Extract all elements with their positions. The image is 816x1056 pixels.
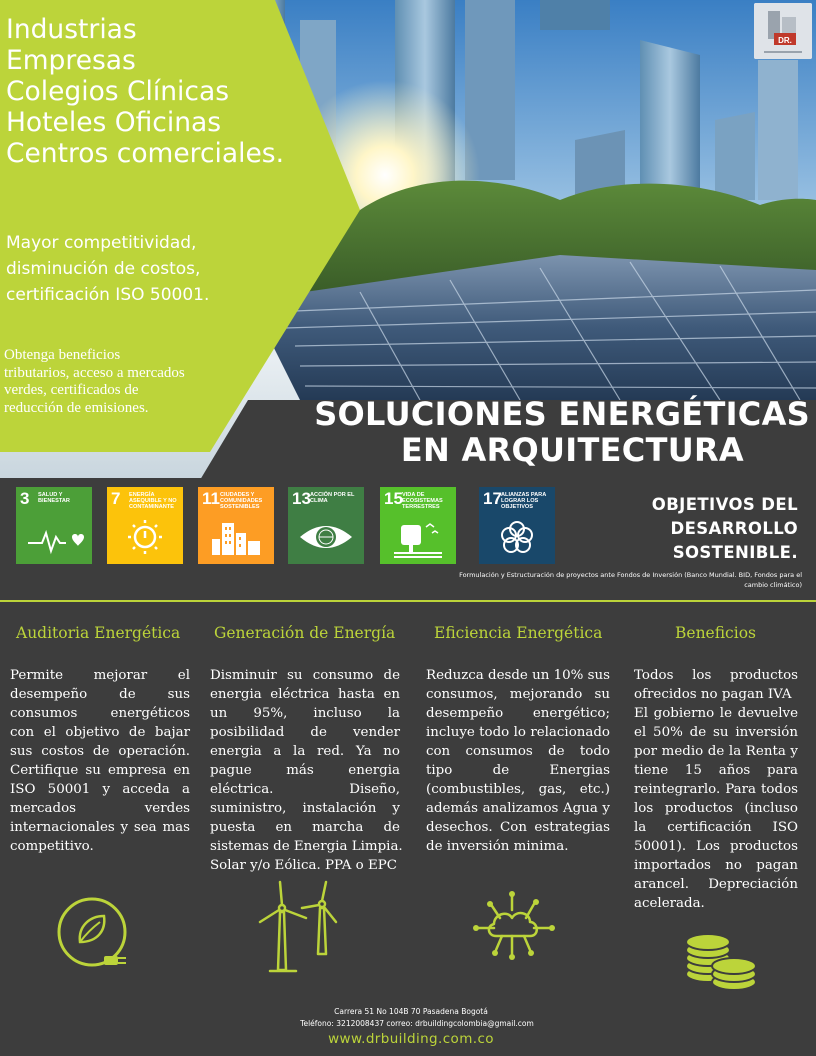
text-line: desechos. Con estrategias [426,820,610,835]
sector-line: Hoteles Oficinas [6,107,222,138]
text-line: Permite mejorar el [10,668,190,683]
sdg-label: ENERGÍA ASEQUIBLE Y NO CONTAMINANTE [129,492,177,511]
sector-line: Centros comerciales. [6,138,285,169]
sdg-goal-15 [380,487,456,564]
main-title [0,396,816,468]
benefit-line: certificación ISO 50001. [6,285,210,305]
text-line: sus costos de operación. [10,744,190,759]
text-line: eléctrica. Diseño, [210,782,400,797]
sdg-goal-13 [288,487,364,564]
sdg-goal-3 [16,487,92,564]
text-line: acelerada. [634,896,705,911]
sdg-label: VIDA DE ECOSISTEMAS TERRESTRES [402,492,443,511]
text-line: Reduzca desde un 10% sus [426,668,611,683]
sdg-goal-7 [107,487,183,564]
sdg-number: 11 [202,489,220,508]
text-line: incluye todo lo relacionado [426,725,610,740]
text-line: además analizamos Agua y [426,801,610,816]
text-line: pague más energia [210,763,400,778]
text-line: suministro, instalación y [210,801,400,816]
text-line: Todos los productos [634,668,798,683]
sdg-label: ALIANZAS PARA LOGRAR LOS OBJETIVOS [501,492,547,511]
text-line: desempeño de sus [10,687,190,702]
text-line: 50001). Los productos [634,839,798,854]
note-line: verdes, certificados de [4,382,139,398]
sdg-label: SALUD Y BIENESTAR [38,492,70,505]
section-divider [0,600,816,602]
text-line: tiene 15 años para [634,763,798,778]
sdg-number: 7 [111,489,121,508]
audit-heading: Auditoria Energética [16,624,181,642]
sdg-number: 17 [483,489,502,508]
text-line: el 50% de su inversión [634,725,798,740]
investment-funds-note [386,570,802,590]
sdg-goal-11 [198,487,274,564]
sdg-goal-17 [479,487,555,564]
text-line: (combustibles, gas, etc.) [426,782,610,797]
text-line: energia a la red. Ya no [210,744,400,759]
title-line-2: EN ARQUITECTURA [400,431,744,469]
logo-text: DR. [778,36,792,45]
text-line: competitivo. [10,839,94,854]
text-line: El gobierno le devuelve [634,706,798,721]
sdg-number: 15 [384,489,403,508]
text-line: mercados verdes [10,801,190,816]
benefit-line: disminución de costos, [6,259,201,279]
text-line: desempeño energético; [426,706,610,721]
text-line: Solar y/o Eólica. PPA o EPC [210,858,398,873]
text-line: por medio de la Renta y [634,744,798,759]
sdg-number: 13 [292,489,311,508]
text-line: sistemas de Energia Limpia. [210,839,403,854]
generation-heading: Generación de Energía [214,624,396,642]
text-line: internacionales y sea mas [10,820,190,835]
benefits-heading: Beneficios [675,624,756,642]
efficiency-heading: Eficiencia Energética [434,624,603,642]
sdg-label: ACCIÓN POR EL CLIMA [310,492,355,505]
sdg-title-line: SOSTENIBLE. [672,543,798,562]
benefit-line: Mayor competitividad, [6,233,197,253]
footer [0,1006,816,1048]
sdg-label: CIUDADES Y COMUNIDADES SOSTENIBLES [220,492,263,511]
text-line: un 95%, incluso la [210,706,400,721]
text-line: la certificación ISO [634,820,798,835]
sectors-list [6,14,346,169]
text-line: arancel. Depreciación [634,877,798,892]
text-line: importados no pagan [634,858,798,873]
text-line: reintegrarlo. Para todos [634,782,798,797]
benefits-text [634,666,798,913]
text-line: con consumos de todo [426,744,610,759]
wind-turbine-icon [256,878,346,974]
note-line: reducción de emisiones. [4,399,149,416]
sector-line: Colegios Clínicas [6,76,230,107]
sdg-number: 3 [20,489,30,508]
text-line: consumos, mejorando su [426,687,610,702]
company-logo [754,3,812,59]
audit-text [10,666,190,856]
website-link[interactable]: www.drbuilding.com.co [328,1031,494,1047]
note-line: Formulación y Estructuración de proyectos ante Fondos de Inversión (Banco Mundial. BID, Fondos para el [459,571,802,579]
note-line: tributarios, acceso a mercados [4,364,185,381]
sector-line: Industrias [6,14,137,45]
leaf-plug-icon [56,896,132,972]
text-line: Certifique su empresa en [10,763,190,778]
cloud-network-icon [470,888,560,968]
text-line: puesta en marcha de [210,820,400,835]
text-line: Disminuir su consumo de [210,668,400,683]
sdg-title-line: OBJETIVOS DEL [651,495,798,514]
benefit-text [6,230,256,308]
note-line: cambio climático) [744,581,802,589]
coins-icon [682,928,762,992]
title-line-1: SOLUCIONES ENERGÉTICAS [314,395,810,433]
text-line: de inversión minima. [426,839,569,854]
text-line: ISO 50001 y acceda a [10,782,190,797]
text-line: consumos energéticos [10,706,190,721]
text-line: energia eléctrica hasta en [210,687,400,702]
text-line: posibilidad de vender [210,725,400,740]
note-line: Obtenga beneficios [4,347,121,363]
efficiency-text [426,666,610,856]
sector-line: Empresas [6,45,136,76]
text-line: con el objetivo de bajar [10,725,190,740]
text-line: los productos (incluso [634,801,798,816]
footer-contact: Teléfono: 3212008437 correo: drbuildingcolombia@gmail.com [300,1019,534,1028]
text-line: tipo de Energias [426,763,610,778]
sdg-title [600,493,798,565]
sdg-title-line: DESARROLLO [670,519,798,538]
text-line: ofrecidos no pagan IVA [634,687,792,702]
footer-address: Carrera 51 No 104B 70 Pasadena Bogotá [334,1007,488,1016]
generation-text [210,666,403,875]
